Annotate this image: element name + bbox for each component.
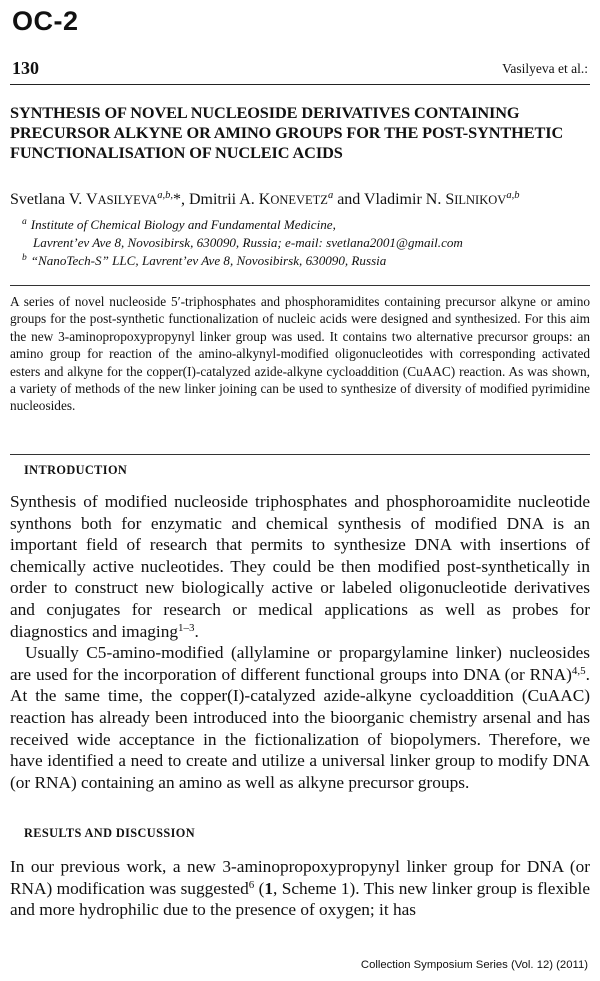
corresponding-author-star: * — [172, 191, 181, 208]
section-label: OC-2 — [12, 6, 79, 36]
affiliation-marks: a,b, — [157, 190, 173, 201]
results-heading: RESULTS AND DISCUSSION — [24, 826, 196, 840]
affiliation-marks: a,b — [506, 190, 520, 201]
citation: 4,5 — [571, 664, 586, 677]
author: Vladimir N. SILNIKOV$^{a,b}$ — [364, 190, 520, 208]
author: Dmitrii A. KONEVETZ$^a$ and — [188, 190, 364, 208]
paragraph: In our previous work, a new 3-aminopropoxypropynyl linker group for DNA (or RNA) modification was suggested$^6$ (1, Scheme 1). This new linker group is flexible and more hydrophilic due to the presence of oxygen; it has — [10, 857, 591, 920]
abstract-rule-bottom — [10, 454, 590, 455]
affiliation-marks: a — [327, 190, 334, 201]
author: Svetlana V. $VASILYEVA^{a,b,}*$, — [10, 190, 189, 208]
paragraph: Synthesis of modified nucleoside triphosphates and phosphoroamidite nucleotide synthons both for enzymatic and chemical synthesis of modified DNA is an important field of research that permits to synthesize DNA with insertions of chemically active nucleotides. They could be then modified post-synthetically in order to construct new biologically active or labeled oligonucleotide derivatives and conjugates for research or medical applications as well as probes for diagnostics and imaging$^{1-3}$. — [10, 492, 590, 641]
results-body — [10, 856, 590, 921]
author-list — [10, 191, 519, 209]
citation: 6 — [248, 878, 255, 891]
paragraph: Usually C5-amino-modified (allylamine or propargylamine linker) nucleosides are used for the incorporation of different functional groups into DNA (or RNA)$^{4,5}$. At the same time, the copper(I)-catalyzed azide-alkyne cycloaddition (CuAAC) reaction has already been introduced into the bioorganic chemistry arsenal and has received wide acceptance in the fictionalization of biopolymers. Therefore, we have identified a need to create and utilize a universal linker group to modify DNA (or RNA) containing an amino as well as alkyne precursor groups. — [10, 643, 590, 792]
abstract-rule-top — [10, 285, 590, 286]
abstract: A series of novel nucleoside 5′-triphosphates and phosphoramidites containing precursor alkyne or amino groups for the post-synthetic functionalization of nucleic acids were designed and synthesized. For this aim the new 3-aminopropoxypropynyl linker group was used. It contains two alternative precursor groups: an amino group for reaction of the amino-alkynyl-modified oligonucleotides with corresponding activated esters and alkyne for the copper(I)-catalyzed azide-alkyne cycloaddition (CuAAC) reaction. As was shown, a variety of methods of the new linker joining can be used to synthesize of diversity of modified pyrimidine nucleosides. — [10, 294, 590, 414]
citation: 1–3 — [178, 621, 195, 634]
article-title: SYNTHESIS OF NOVEL NUCLEOSIDE DERIVATIVES CONTAINING PRECURSOR ALKYNE OR AMINO GROUPS FOR THE POST-SYNTHETIC FUNCTIONALISATION OF NUCLEIC ACIDS — [10, 103, 564, 162]
affiliation-a: $^a$ Institute of Chemical Biology and Fundamental Medicine, Lavrent’ev Ave 8, Novosibirsk, 630090, Russia; e-mail: svetlana2001@gmail.com — [22, 217, 463, 250]
footer-citation: Collection Symposium Series (Vol. 12) (2011) — [360, 959, 588, 971]
header-rule — [10, 84, 590, 85]
page-number: 130 — [12, 58, 39, 78]
affiliation-b: $^b$ “NanoTech-S” LLC, Lavrent’ev Ave 8, Novosibirsk, 630090, Russia — [22, 253, 387, 268]
running-head: Vasilyeva et al.: — [502, 61, 588, 76]
introduction-heading: INTRODUCTION — [24, 463, 128, 477]
introduction-body — [10, 491, 590, 793]
compound-number: 1 — [264, 878, 274, 898]
